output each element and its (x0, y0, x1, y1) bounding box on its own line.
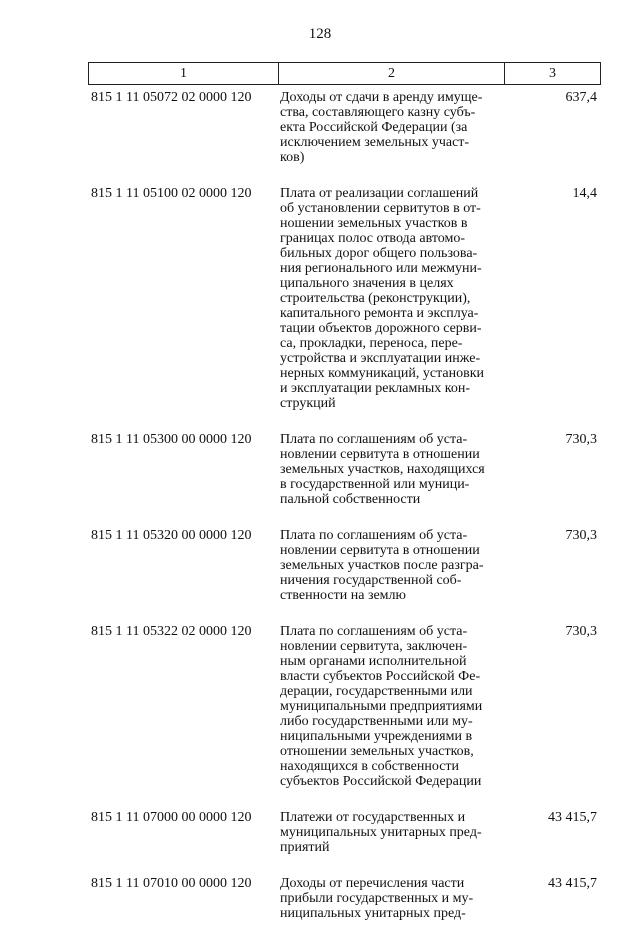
income-description: Плата по соглашениям об уста- новлении сервитута в отношении земельных участков после разгра- ничения государственной соб- ственности на землю (280, 528, 484, 603)
amount: 637,4 (565, 90, 597, 105)
table-row (88, 624, 600, 789)
income-description: Доходы от перечисления части прибыли государственных и му- ниципальных унитарных пред- (280, 876, 474, 921)
budget-code: 815 1 11 05300 00 0000 120 (91, 432, 252, 447)
amount: 730,3 (565, 624, 597, 639)
budget-code: 815 1 11 05100 02 0000 120 (91, 186, 252, 201)
table-row (88, 810, 600, 855)
page-number: 128 (308, 26, 332, 42)
table-row (88, 186, 600, 411)
amount: 730,3 (565, 528, 597, 543)
table-row (88, 528, 600, 603)
budget-rows (88, 90, 600, 942)
income-description: Плата по соглашениям об уста- новлении сервитута, заключен- ным органами исполнительной власти субъектов Российской Фе- дерации, государственными или муниципальными предприятиями либо государственными или му- ниципальными учреждениями в отношении земельных участков, находящихся в собственности субъектов Российской Федерации (280, 624, 483, 789)
amount: 43 415,7 (548, 810, 597, 825)
column-header-1: 1 (89, 63, 279, 85)
budget-code: 815 1 11 07000 00 0000 120 (91, 810, 252, 825)
table-row (88, 876, 600, 921)
amount: 14,4 (572, 186, 597, 201)
column-header-row (89, 63, 601, 85)
amount: 43 415,7 (548, 876, 597, 891)
income-description: Доходы от сдачи в аренду имуще- ства, составляющего казну субъ- екта Российской Федерации (за исключением земельных участ- ков) (280, 90, 483, 165)
income-description: Платежи от государственных и муниципальных унитарных пред- приятий (280, 810, 482, 855)
column-header-3: 3 (505, 63, 601, 85)
budget-code: 815 1 11 07010 00 0000 120 (91, 876, 252, 891)
income-description: Плата по соглашениям об уста- новлении сервитута в отношении земельных участков, находящихся в государственной или муници- пальной собственности (280, 432, 485, 507)
table-row (88, 90, 600, 165)
budget-code: 815 1 11 05322 02 0000 120 (91, 624, 252, 639)
column-header-table (88, 62, 601, 85)
budget-code: 815 1 11 05320 00 0000 120 (91, 528, 252, 543)
column-header-2: 2 (279, 63, 505, 85)
table-row (88, 432, 600, 507)
amount: 730,3 (565, 432, 597, 447)
income-description: Плата от реализации соглашений об установлении сервитутов в от- ношении земельных участков в границах полос отвода автомо- бильных дорог общего пользова- ния регионального или межмуни- ципального значения в целях строительства (реконструкции), капитального ремонта и эксплуа- тации объектов дорожного серви- са, прокладки, переноса, пере- устройства и эксплуатации инже- нерных коммуникаций, установки и эксплуатации рекламных кон- струкций (280, 186, 485, 411)
budget-code: 815 1 11 05072 02 0000 120 (91, 90, 252, 105)
